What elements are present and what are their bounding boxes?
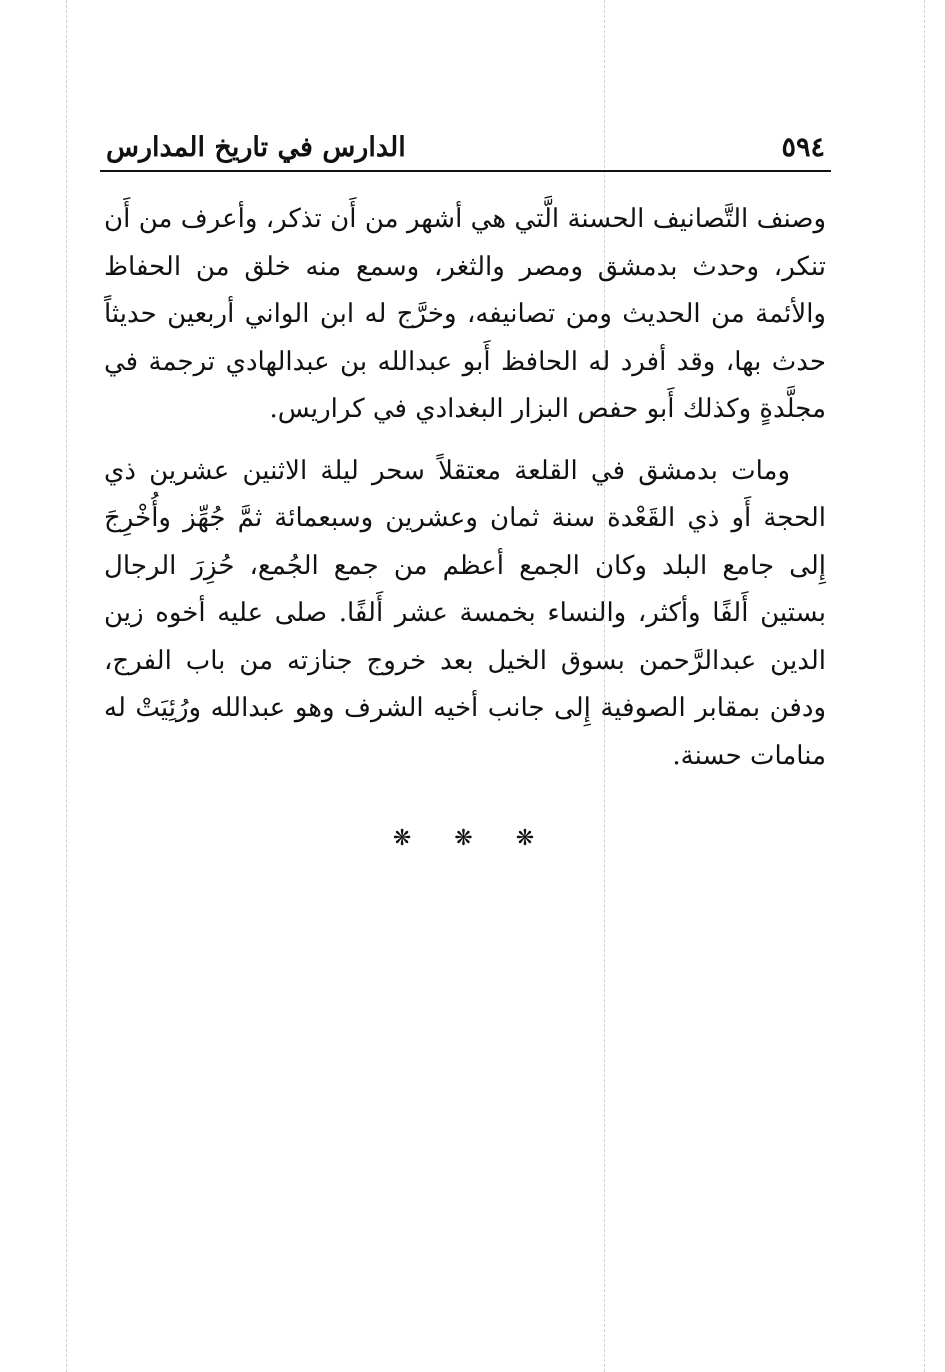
running-header xyxy=(100,128,831,170)
page-number: ٥٩٤ xyxy=(781,132,825,163)
header-rule xyxy=(100,170,831,172)
scan-artifact-line xyxy=(66,0,67,1372)
body-text xyxy=(104,196,826,780)
book-title: الدارس في تاريخ المدارس xyxy=(106,132,406,163)
paragraph: ومات بدمشق في القلعة معتقلاً سحر ليلة الاثنين عشرين ذي الحجة أَو ذي القَعْدة سنة ثمان وعشرين وسبعمائة ثمَّ جُهِّز وأُخْرِجَ إِلى جامع البلد وكان الجمع أعظم من جمع الجُمع، حُزِرَ الرجال بستين أَلفًا وأكثر، والنساء بخمسة عشر أَلفًا. صلى عليه أخوه زين الدين عبدالرَّحمن بسوق الخيل بعد خروج جنازته من باب الفرج، ودفن بمقابر الصوفية إِلى جانب أخيه الشرف وهو عبدالله ورُئِيَتْ له منامات حسنة. xyxy=(104,455,826,771)
section-separator: ❋ ❋ ❋ xyxy=(392,826,553,851)
scan-artifact-line xyxy=(924,0,925,1372)
paragraph: وصنف التَّصانيف الحسنة الَّتي هي أشهر من أَن تذكر، وأعرف من أَن تنكر، وحدث بدمشق ومصر والثغر، وسمع منه خلق من الحفاظ والأئمة من الحديث ومن تصانيفه، وخرَّج له ابن الواني أربعين حديثاً حدث بها، وقد أفرد له الحافظ أَبو عبدالله بن عبدالهادي ترجمة في مجلَّدةٍ وكذلك أَبو حفص البزار البغدادي في كراريس. xyxy=(104,204,826,424)
